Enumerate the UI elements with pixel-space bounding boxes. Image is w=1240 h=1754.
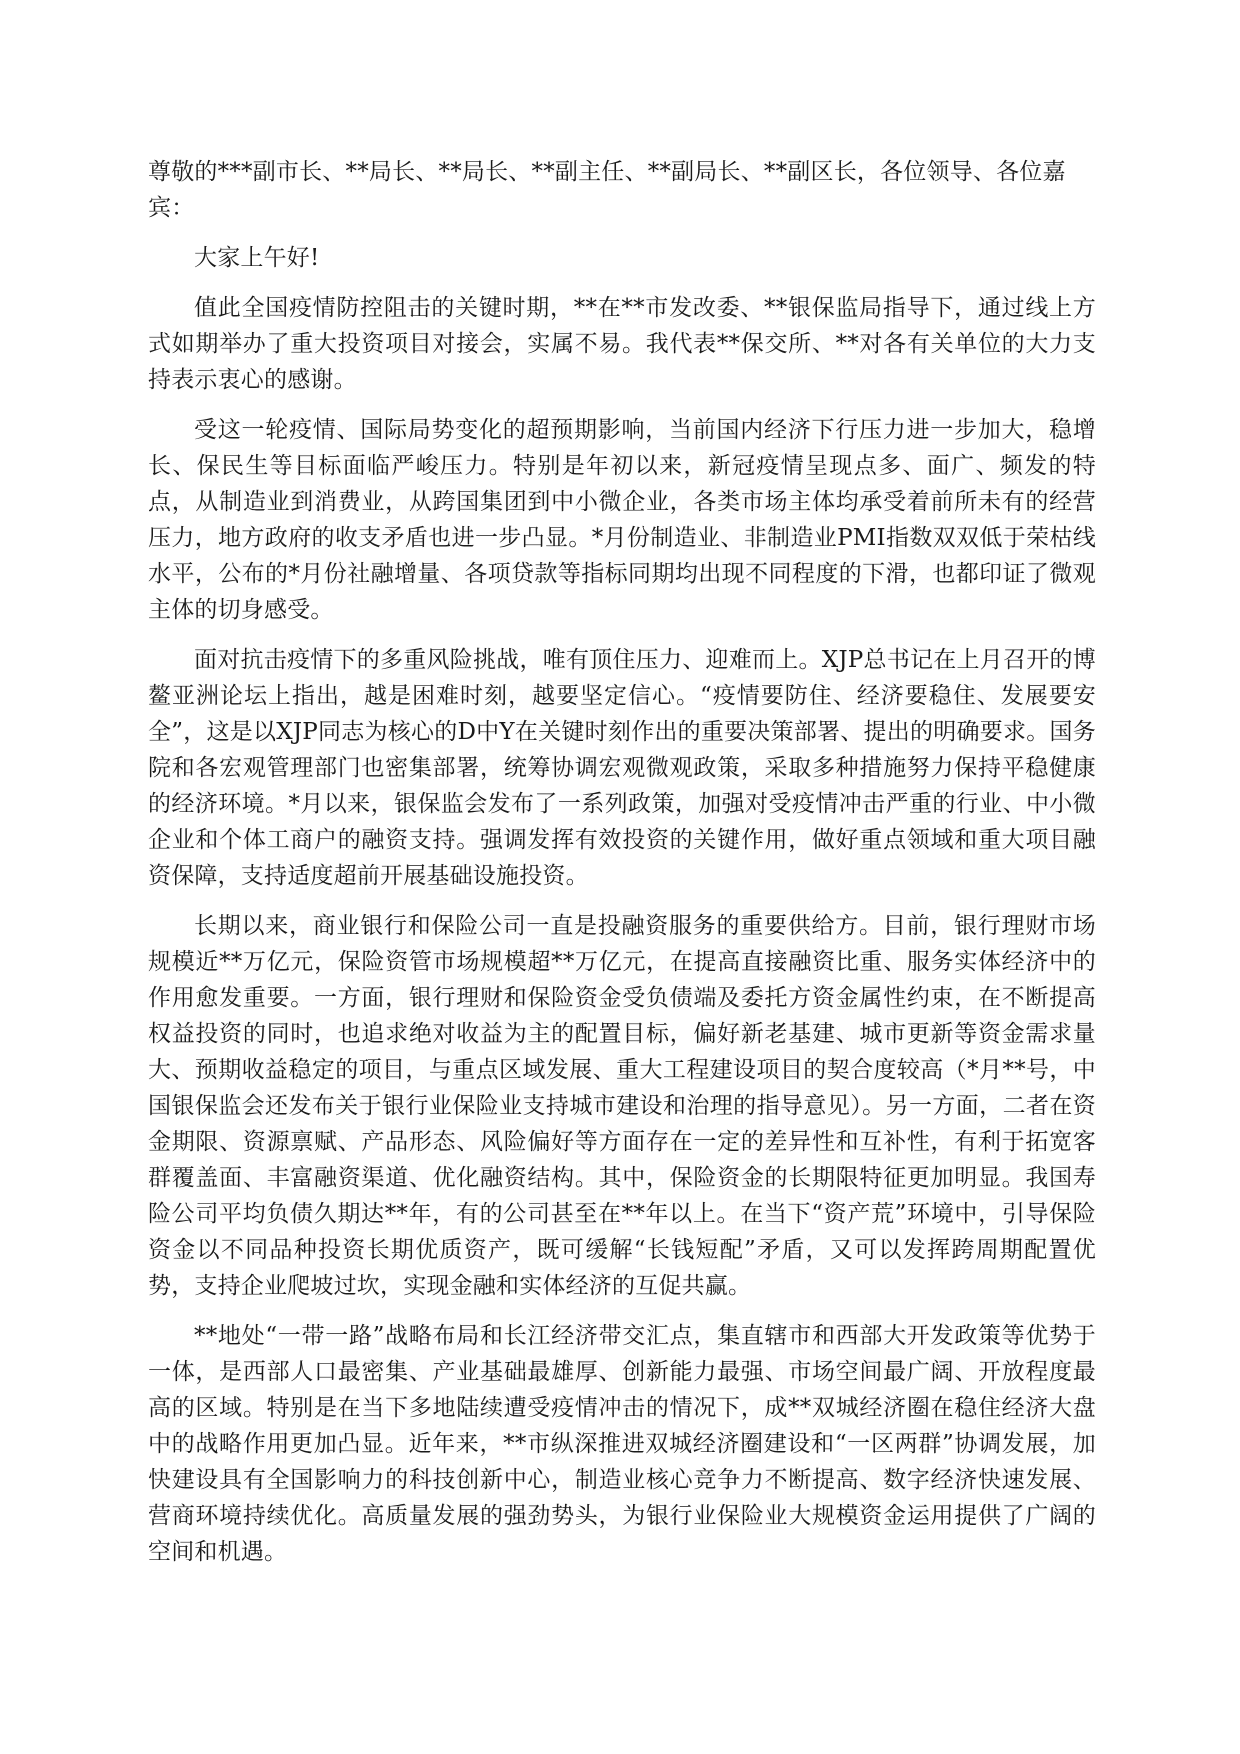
paragraph-policy-response: 面对抗击疫情下的多重风险挑战，唯有顶住压力、迎难而上。XJP总书记在上月召开的博鳌亚洲论坛上指出，越是困难时刻，越要坚定信心。“疫情要防住、经济要稳住、发展要安全”，这是以XJP同志为核心的D中Y在关键时刻作出的重要决策部署、提出的明确要求。国务院和各宏观管理部门也密集部署，统筹协调宏观微观政策，采取多种措施努力保持平稳健康的经济环境。*月以来，银保监会发布了一系列政策，加强对受疫情冲击严重的行业、中小微企业和个体工商户的融资支持。强调发挥有效投资的关键作用，做好重点领域和重大项目融资保障，支持适度超前开展基础设施投资。	[148, 647, 1096, 889]
paragraph-economic-pressure: 受这一轮疫情、国际局势变化的超预期影响，当前国内经济下行压力进一步加大，稳增长、保民生等目标面临严峻压力。特别是年初以来，新冠疫情呈现点多、面广、频发的特点，从制造业到消费业，从跨国集团到中小微企业，各类市场主体均承受着前所未有的经营压力，地方政府的收支矛盾也进一步凸显。*月份制造业、非制造业PMI指数双双低于荣枯线水平，公布的*月份社融增量、各项贷款等指标同期均出现不同程度的下滑，也都印证了微观主体的切身感受。	[148, 417, 1096, 623]
document-body	[148, 154, 1096, 1570]
salutation: 尊敬的***副市长、**局长、**局长、**副主任、**副局长、**副区长，各位领导、各位嘉宾：	[148, 159, 1066, 221]
paragraph-greeting: 大家上午好!	[194, 245, 320, 271]
paragraph-thanks: 值此全国疫情防控阻击的关键时期，**在**市发改委、**银保监局指导下，通过线上方式如期举办了重大投资项目对接会，实属不易。我代表**保交所、**对各有关单位的大力支持表示衷心的感谢。	[148, 295, 1096, 393]
paragraph-banks-insurers: 长期以来，商业银行和保险公司一直是投融资服务的重要供给方。目前，银行理财市场规模近**万亿元，保险资管市场规模超**万亿元，在提高直接融资比重、服务实体经济中的作用愈发重要。一方面，银行理财和保险资金受负债端及委托方资金属性约束，在不断提高权益投资的同时，也追求绝对收益为主的配置目标，偏好新老基建、城市更新等资金需求量大、预期收益稳定的项目，与重点区域发展、重大工程建设项目的契合度较高（*月**号，中国银保监会还发布关于银行业保险业支持城市建设和治理的指导意见）。另一方面，二者在资金期限、资源禀赋、产品形态、风险偏好等方面存在一定的差异性和互补性，有利于拓宽客群覆盖面、丰富融资渠道、优化融资结构。其中，保险资金的长期限特征更加明显。我国寿险公司平均负债久期达**年，有的公司甚至在**年以上。在当下“资产荒”环境中，引导保险资金以不同品种投资长期优质资产，既可缓解“长钱短配”矛盾，又可以发挥跨周期配置优势，支持企业爬坡过坎，实现金融和实体经济的互促共赢。	[148, 913, 1096, 1299]
paragraph-regional-advantages: **地处“一带一路”战略布局和长江经济带交汇点，集直辖市和西部大开发政策等优势于一体，是西部人口最密集、产业基础最雄厚、创新能力最强、市场空间最广阔、开放程度最高的区域。特别是在当下多地陆续遭受疫情冲击的情况下，成**双城经济圈在稳住经济大盘中的战略作用更加凸显。近年来，**市纵深推进双城经济圈建设和“一区两群”协调发展，加快建设具有全国影响力的科技创新中心，制造业核心竞争力不断提高、数字经济快速发展、营商环境持续优化。高质量发展的强劲势头，为银行业保险业大规模资金运用提供了广阔的空间和机遇。	[148, 1323, 1096, 1565]
